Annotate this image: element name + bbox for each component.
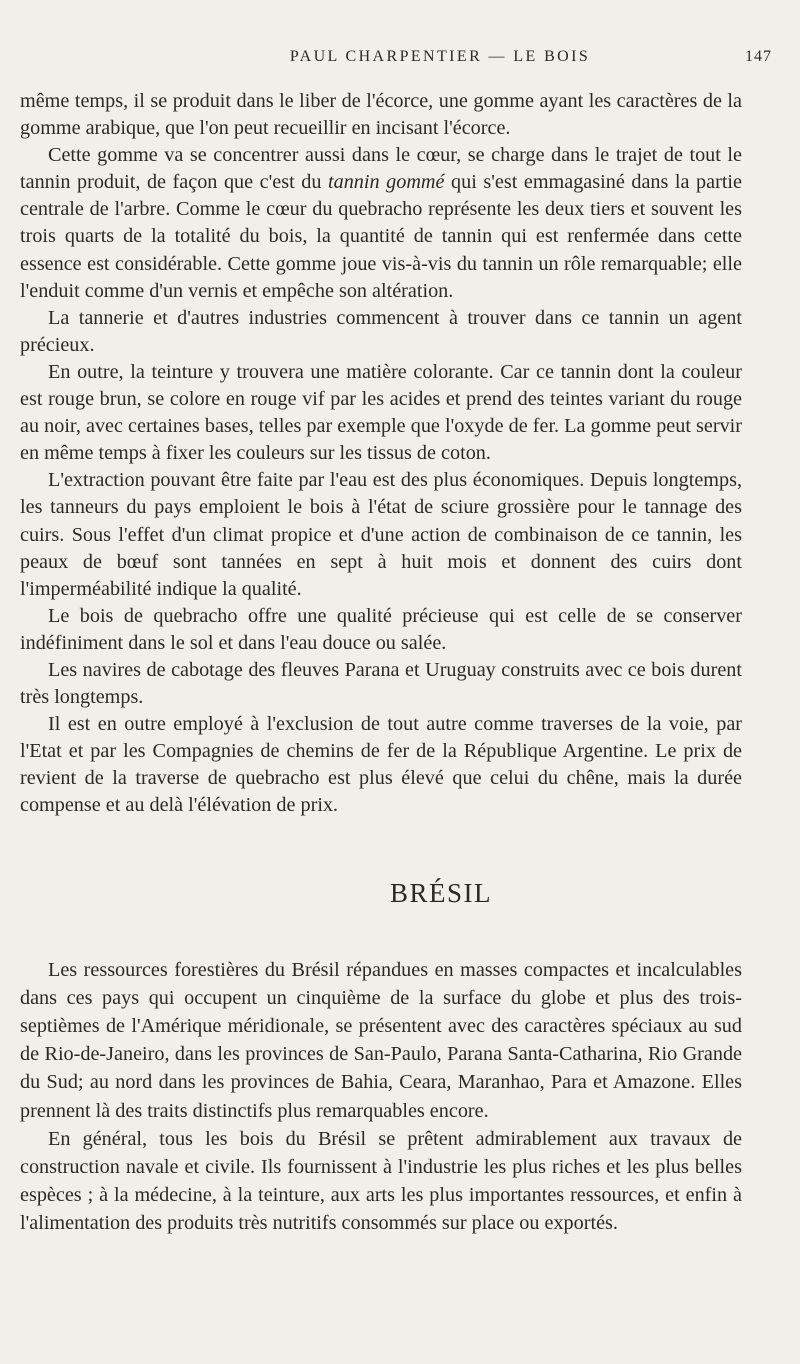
paragraph-2-part-a: Cette gomme va se concentrer aussi dans le cœur, se charge dans le trajet de tout le tannin produit, de façon que c'est du <box>20 144 742 194</box>
running-title: PAUL CHARPENTIER — LE BOIS <box>289 48 591 65</box>
italic-term: tannin gommé <box>328 171 445 194</box>
paragraph-5: L'extraction pouvant être faite par l'eau est des plus économiques. Depuis longtemps, les tanneurs du pays emploient le bois à l'état de sciure grossière pour le tannage des cuirs. Sous l'effet d'un climat propice et d'une action de combinaison de ce tannin, les peaux de bœuf sont tannées en sept à huit mois et donnent des cuirs dont l'imperméabilité indique la qualité. <box>20 469 742 600</box>
paragraph-7: Les navires de cabotage des fleuves Parana et Uruguay construits avec ce bois durent très longtemps. <box>20 658 742 709</box>
paragraph-8: Il est en outre employé à l'exclusion de tout autre comme traverses de la voie, par l'Etat et par les Compagnies de chemins de fer de la République Argentine. Le prix de revient de la traverse de quebracho est plus élevé que celui du chêne, mais la durée compense et au delà l'élévation de prix. <box>20 713 742 817</box>
paragraph-6: Le bois de quebracho offre une qualité précieuse qui est celle de se conserver indéfiniment dans le sol et dans l'eau douce ou salée. <box>20 604 742 654</box>
section-text <box>20 956 742 1238</box>
page-number: 147 <box>745 48 772 65</box>
section-paragraph-1: Les ressources forestières du Brésil répandues en masses compactes et incalculables dans ces pays qui occupent un cinquième de la surface du globe et plus des trois-septièmes de l'Amérique méridionale, se présentent avec des caractères spéciaux au sud de Rio-de-Janeiro, dans les provinces de San-Paulo, Parana Santa-Catharina, Rio Grande du Sud; au nord dans les provinces de Bahia, Ceara, Maranhao, Para et Amazone. Elles prennent là des traits distinctifs plus remarquables encore. <box>20 958 742 1122</box>
section-paragraph-2: En général, tous les bois du Brésil se prêtent admirablement aux travaux de construction navale et civile. Ils fournissent à l'industrie les plus riches et les plus belles espèces ; à la médecine, à la teinture, aux arts les plus importantes ressources, et enfin à l'alimentation des produits très nutritifs consommés sur place ou exportés. <box>20 1127 742 1235</box>
paragraph-2-part-b: qui s'est emmagasiné dans la partie centrale de l'arbre. Comme le cœur du quebracho représente les deux tiers et souvent les trois quarts de la totalité du bois, la quantité de tannin qui est renfermée dans cette essence est considérable. Cette gomme joue vis-à-vis du tannin un rôle remarquable; elle l'enduit comme d'un vernis et empêche son altération. <box>20 171 742 302</box>
paragraph-2 <box>20 142 742 305</box>
paragraph-1: même temps, il se produit dans le liber de l'écorce, une gomme ayant les caractères de la gomme arabique, que l'on peut recueillir en incisant l'écorce. <box>20 90 742 140</box>
paragraph-3: La tannerie et d'autres industries commencent à trouver dans ce tannin un agent précieux. <box>20 306 742 356</box>
running-head <box>20 48 772 74</box>
main-text <box>20 88 742 820</box>
section-title: BRÉSIL <box>389 877 492 908</box>
paragraph-4: En outre, la teinture y trouvera une matière colorante. Car ce tannin dont la couleur est rouge brun, se colore en rouge vif par les acides et prend des teintes variant du rouge au noir, avec certaines bases, telles par exemple que l'oxyde de fer. La gomme peut servir en même temps à fixer les couleurs sur les tissus de coton. <box>20 360 742 465</box>
